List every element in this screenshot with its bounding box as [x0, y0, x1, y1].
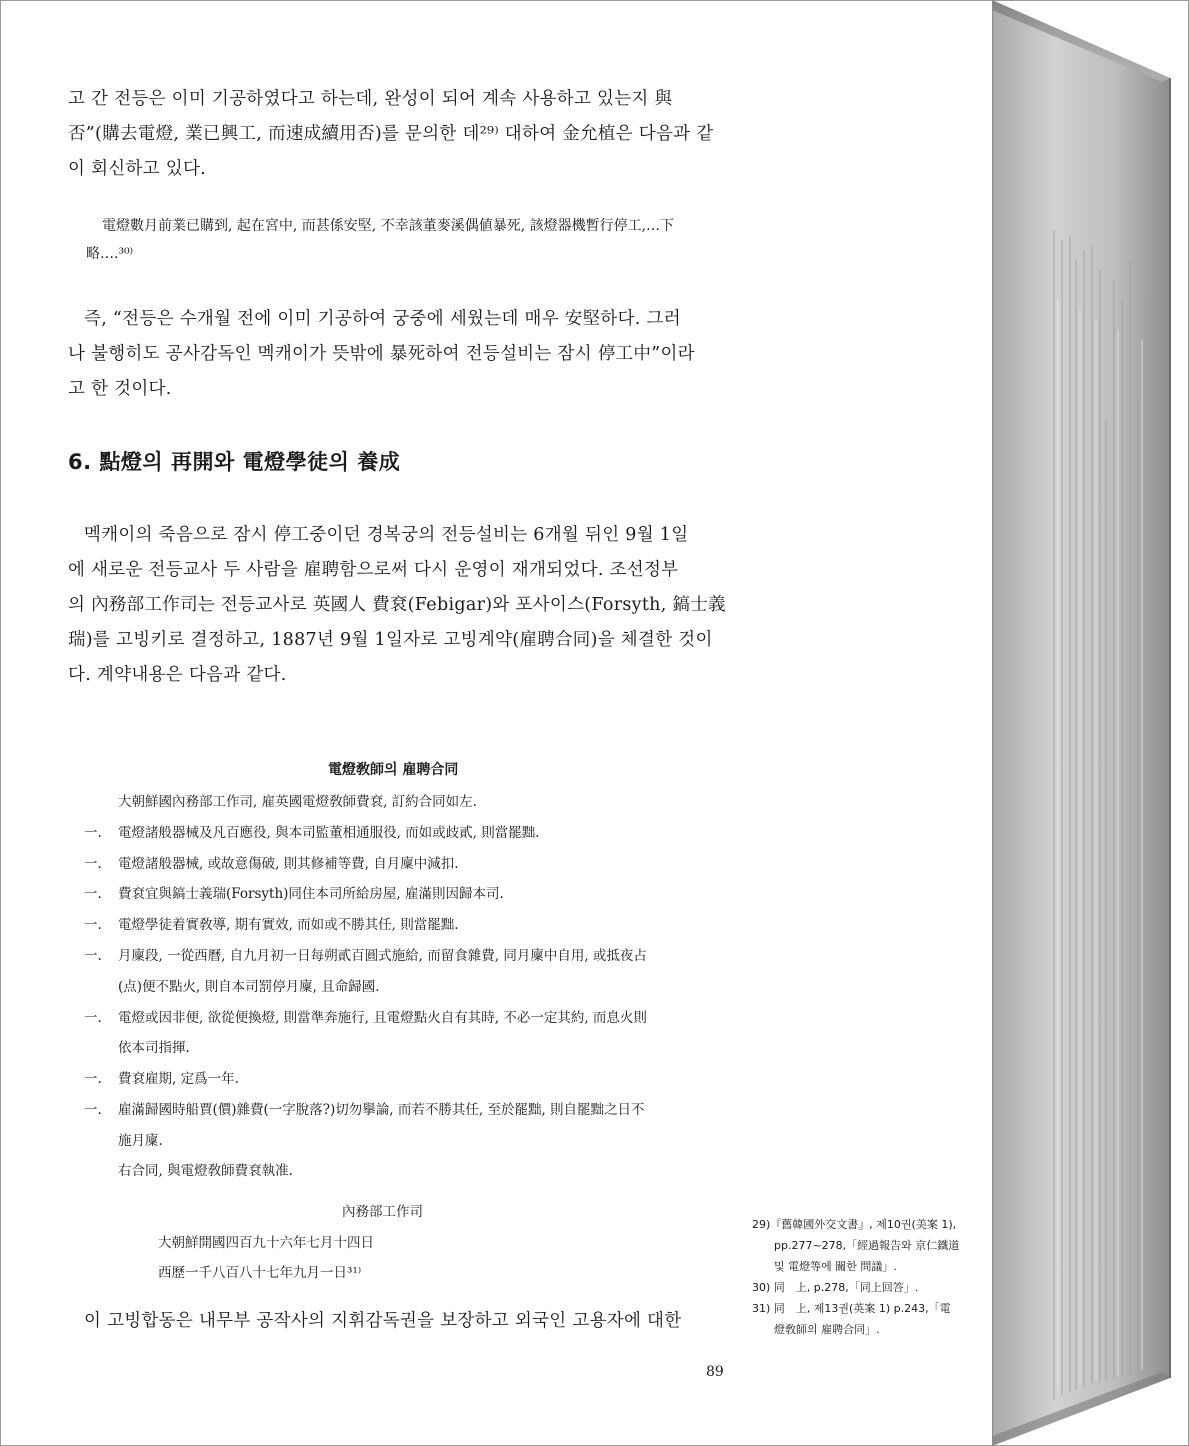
text-line: 나 불행히도 공사감독인 멕캐이가 뜻밖에 暴死하여 전등설비는 잠시 停工中”이라: [68, 344, 695, 364]
text-line: 즉, “전등은 수개월 전에 이미 기공하여 궁중에 세웠는데 매우 安堅하다. 그러: [84, 309, 681, 329]
text-line: 고 간 전등은 이미 기공하였다고 하는데, 완성이 되어 계속 사용하고 있는지 與: [68, 89, 673, 109]
contract-closing: 右合同, 與電燈敎師費袞執准.: [118, 1163, 293, 1179]
paragraph-4: [68, 1304, 736, 1339]
section-heading: 6. 點燈의 再開와 電燈學徒의 養成: [68, 450, 401, 474]
contract-item: 電燈諸般器械, 或故意傷破, 則其修補等費, 自月廩中減扣.: [118, 856, 459, 872]
footnote-29-line: 및 電燈等에 關한 問議」.: [774, 1260, 897, 1273]
book-page-edge: [992, 0, 1189, 1446]
contract-item: 費袞雇期, 定爲一年.: [118, 1071, 239, 1087]
contract-date-korean: 大朝鮮開國四百九十六年七月十四日: [158, 1235, 374, 1251]
text-line: 瑞)를 고빙키로 결정하고, 1887년 9월 1일자로 고빙계약(雇聘合同)을 체결한 것이: [68, 630, 713, 650]
paragraph-1: [68, 82, 736, 187]
footnotes: [752, 1214, 992, 1340]
text-line: 이 회신하고 있다.: [68, 159, 207, 179]
contract-date-western: 西歷一千八百八十七年九月一日³¹⁾: [158, 1265, 362, 1281]
contract-bullet: 一.: [84, 1102, 102, 1118]
text-line: 이 고빙합동은 내무부 공작사의 지휘감독권을 보장하고 외국인 고용자에 대한: [84, 1311, 682, 1331]
contract-item: 雇滿歸國時船賈(價)雜費(一字脫落?)切勿擧論, 而若不勝其任, 至於罷黜, 則自罷黜之日不: [118, 1102, 645, 1118]
contract-bullet: 一.: [84, 825, 102, 841]
contract-item-continued: 依本司指揮.: [118, 1040, 190, 1056]
contract-signer: 內務部工作司: [342, 1204, 423, 1220]
text-line: 고 한 것이다.: [68, 379, 172, 399]
contract-item: 月廩段, 一從西曆, 自九月初一日每朔貳百圓式施給, 而留食雜費, 同月廩中自用, 或抵夜占: [118, 948, 647, 964]
contract-bullet: 一.: [84, 917, 102, 933]
footnote-29-line: pp.277~278,「經過報告와 京仁鐵道: [774, 1239, 960, 1252]
footnote-31-line: 燈敎師의 雇聘合同」.: [774, 1323, 880, 1336]
contract-item: 費袞宜與鎬士義瑞(Forsyth)同住本司所給房屋, 雇滿則因歸本司.: [118, 886, 504, 902]
contract-bullet: 一.: [84, 856, 102, 872]
text-line: 다. 계약내용은 다음과 같다.: [68, 665, 287, 685]
contract-item: 電燈諸般器械及凡百應役, 與本司監董相通服役, 而如或歧貳, 則當罷黜.: [118, 825, 540, 841]
quote-line: 電燈數月前業已購到, 起在宮中, 而甚係安堅, 不幸該董麥溪偶値暴死, 該燈器機暫行停工,…下: [102, 218, 675, 234]
contract-bullet: 一.: [84, 1010, 102, 1026]
footnote-30: 30) 同 上, p.278,「同上回答」.: [752, 1281, 919, 1294]
text-line: 否”(購去電燈, 業已興工, 而速成續用否)를 문의한 데²⁹⁾ 대하여 金允植은 다음과 같: [68, 124, 714, 144]
paragraph-2: [68, 302, 736, 407]
footnote-31: 31) 同 上, 제13권(英案 1) p.243,「電: [752, 1302, 951, 1315]
contract-intro: 大朝鮮國內務部工作司, 雇英國電燈敎師費袞, 訂約合同如左.: [118, 794, 477, 810]
quote-line: 略….³⁰⁾: [86, 246, 134, 262]
text-line: 멕캐이의 죽음으로 잠시 停工중이던 경복궁의 전등설비는 6개월 뒤인 9월 1일: [84, 525, 689, 545]
text-line: 의 內務部工作司는 전등교사로 英國人 費袞(Febigar)와 포사이스(Forsyth, 鎬士義: [68, 595, 726, 615]
text-line: 에 새로운 전등교사 두 사람을 雇聘함으로써 다시 운영이 재개되었다. 조선정부: [68, 560, 679, 580]
contract-bullet: 一.: [84, 948, 102, 964]
contract-item-continued: (点)便不點火, 則自本司罰停月廩, 且命歸國.: [118, 979, 380, 995]
quotation-block: [86, 212, 726, 268]
contract-item: 電燈或因非便, 欲從便換燈, 則當準奔施行, 且電燈點火自有其時, 不必一定其約, 而息火則: [118, 1010, 647, 1026]
contract-title: 電燈敎師의 雇聘合同: [328, 762, 459, 778]
contract-bullet: 一.: [84, 1071, 102, 1087]
contract-item-continued: 施月廩.: [118, 1133, 163, 1149]
book-page: [2, 2, 992, 1442]
footnote-29: 29)『舊韓國外交文書』, 제10권(美案 1),: [752, 1218, 957, 1231]
paragraph-3: [68, 518, 736, 693]
page-number: 89: [706, 1364, 724, 1380]
contract-bullet: 一.: [84, 886, 102, 902]
contract-item: 電燈學徒着實敎導, 期有實效, 而如或不勝其任, 則當罷黜.: [118, 917, 459, 933]
